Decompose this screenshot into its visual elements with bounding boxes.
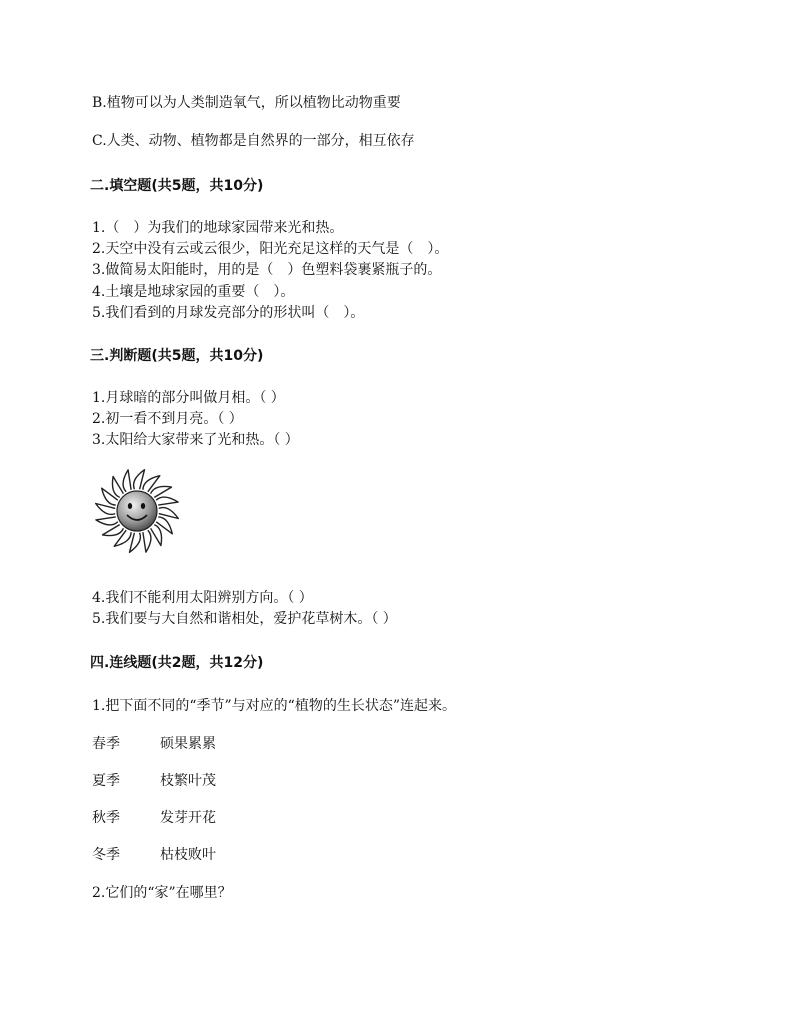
sun-ray [114, 530, 131, 546]
growth-state-label: 枯枝败叶 [160, 847, 216, 863]
sun-ray [151, 486, 172, 497]
sun-ray [156, 497, 178, 505]
match-row [92, 772, 216, 790]
judge-item-5: 5.我们要与大自然和谐相处，爱护花草树木。（ ） [92, 611, 397, 627]
section-3-title: 三.判断题(共5题，共10分) [90, 348, 264, 364]
judge-item-2: 2.初一看不到月亮。（ ） [92, 411, 243, 427]
sun-ray [143, 476, 160, 492]
sun-ray [103, 525, 124, 536]
sun-ray [96, 517, 118, 525]
sun-ray [151, 525, 162, 546]
fill-item-5: 5.我们看到的月球发亮部分的形状叫（ ）。 [92, 305, 365, 321]
option-c: C.人类、动物、植物都是自然界的一部分，相互依存 [92, 133, 415, 149]
section-2-title: 二.填空题(共5题，共10分) [90, 178, 264, 194]
fill-item-2: 2.天空中没有云或云很少，阳光充足这样的天气是（ ）。 [92, 241, 449, 257]
growth-state-label: 硕果累累 [160, 736, 216, 752]
judge-item-4: 4.我们不能利用太阳辨别方向。（ ） [92, 590, 313, 606]
sun-ray [143, 530, 151, 552]
fill-item-1: 1.（ ）为我们的地球家园带来光和热。 [92, 220, 344, 236]
fill-item-4: 4.土壤是地球家园的重要（ ）。 [92, 284, 295, 300]
option-b: B.植物可以为人类制造氧气，所以植物比动物重要 [92, 95, 401, 111]
sun-ray [156, 517, 172, 534]
judge-item-3: 3.太阳给大家带来了光和热。（ ） [92, 432, 299, 448]
match-row [92, 735, 216, 753]
growth-state-label: 枝繁叶茂 [160, 773, 216, 789]
section-4-title: 四.连线题(共2题，共12分) [90, 655, 264, 671]
match-question-2: 2.它们的“家”在哪里？ [92, 885, 232, 901]
season-label: 冬季 [92, 847, 120, 863]
match-question-1: 1.把下面不同的“季节”与对应的“植物的生长状态”连起来。 [92, 698, 456, 714]
match-row [92, 809, 216, 827]
season-label: 夏季 [92, 773, 120, 789]
fill-item-3: 3.做简易太阳能时，用的是（ ）色塑料袋裹紧瓶子的。 [92, 262, 442, 278]
season-label: 春季 [92, 736, 120, 752]
season-label: 秋季 [92, 810, 120, 826]
smiling-sun-icon [92, 466, 182, 556]
judge-item-1: 1.月球暗的部分叫做月相。（ ） [92, 390, 285, 406]
sun-ray [123, 470, 131, 492]
growth-state-label: 发芽开花 [160, 810, 216, 826]
sun-ray [102, 488, 118, 505]
sun-ray [112, 477, 123, 498]
match-row [92, 846, 216, 864]
